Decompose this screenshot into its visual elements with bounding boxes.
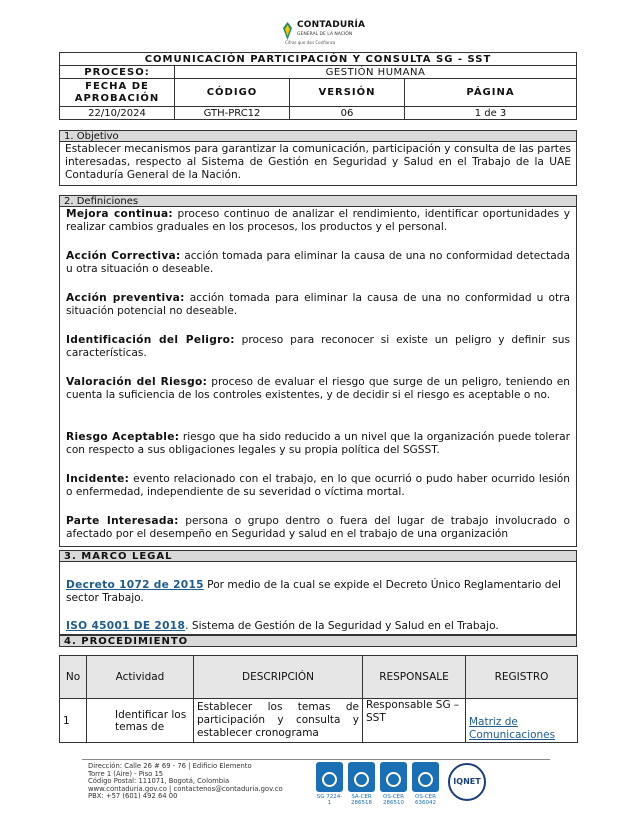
- icontec-icon: [348, 762, 375, 792]
- definition-item: [66, 250, 570, 276]
- column-header-activity: Actividad: [87, 656, 194, 699]
- column-header-responsible: RESPONSALE: [363, 656, 466, 699]
- icontec-icon: [412, 762, 439, 792]
- definitions-heading: 2. Definiciones: [59, 195, 577, 207]
- definition-item: [66, 292, 570, 318]
- objective-text: Establecer mecanismos para garantizar la comunicación, participación y consulta de las partes interesadas, respecto al Sistema de Gestión en Seguridad y Salud en el Trabajo de la UAE Contaduría General de la Nación.: [65, 143, 571, 181]
- definitions-section: [59, 207, 577, 547]
- definition-item: [66, 515, 570, 541]
- decree-1072-link[interactable]: Decreto 1072 de 2015: [66, 579, 204, 591]
- definition-term: Valoración del Riesgo:: [66, 376, 208, 388]
- legal-section: [59, 562, 577, 635]
- procedure-table: [59, 655, 578, 743]
- certification-badge: OS-CER 636042: [412, 762, 439, 812]
- definition-text: persona o grupo dentro o fuera del lugar de trabajo involucrado o afectado por el desempeño en Seguridad y salud en el trabajo de una organización: [66, 515, 570, 540]
- row-no: 1: [60, 699, 87, 743]
- definition-text: proceso de evaluar el riesgo que surge de un peligro, teniendo en cuenta la suficiencia de los controles existentes, y de decidir si el riesgo es aceptable o no.: [66, 376, 570, 401]
- legal-item-text: . Sistema de Gestión de la Seguridad y Salud en el Trabajo.: [185, 620, 499, 632]
- iqnet-logo: IQNET: [448, 763, 486, 801]
- definition-term: Incidente:: [66, 473, 130, 485]
- document-title: COMUNICACIÓN PARTICIPACIÓN Y CONSULTA SG - SST: [60, 53, 577, 66]
- definition-text: proceso para reconocer si existe un peligro y definir sus características.: [66, 334, 570, 359]
- definition-text: riesgo que ha sido reducido a un nivel que la organización puede tolerar con respecto a sus obligaciones legales y su propia política del SGSST.: [66, 431, 570, 456]
- document-header-table: [59, 52, 577, 120]
- logo-mark-icon: [283, 22, 292, 40]
- approval-date-value: 22/10/2024: [60, 107, 175, 120]
- table-row: [60, 699, 578, 743]
- row-responsible: Responsable SG – SST: [363, 699, 466, 743]
- code-label: CÓDIGO: [175, 79, 290, 107]
- definition-item: [66, 473, 570, 499]
- process-label: PROCESO:: [60, 66, 175, 79]
- definition-text: evento relacionado con el trabajo, en lo que ocurrió o pudo haber ocurrido lesión o enfermedad, independiente de su severidad o víctima mortal.: [66, 473, 570, 498]
- legal-item: [66, 579, 570, 605]
- version-label: VERSIÓN: [290, 79, 405, 107]
- certification-badge: SA-CER 286518: [348, 762, 375, 812]
- row-description: Establecer los temas de participación y consulta y establecer cronograma: [194, 699, 363, 743]
- footer-phone: PBX: +57 (601) 492 64 00: [88, 792, 178, 801]
- logo-tagline: Cifras que dan Confianza: [285, 40, 336, 45]
- definition-term: Riesgo Aceptable:: [66, 431, 180, 443]
- procedure-header-row: [60, 656, 578, 699]
- footer-tower: Torre 1 (Aire) - Piso 15: [88, 769, 164, 778]
- entity-logo: [283, 20, 366, 50]
- logo-title: CONTADURÍA: [297, 20, 366, 30]
- page-value: 1 de 3: [405, 107, 577, 120]
- definition-item: [66, 431, 570, 457]
- procedure-heading: 4. PROCEDIMIENTO: [59, 635, 577, 647]
- column-header-description: DESCRIPCIÓN: [194, 656, 363, 699]
- column-header-no: No: [60, 656, 87, 699]
- communications-matrix-link[interactable]: Matriz de Comunicaciones: [469, 716, 556, 741]
- column-header-record: REGISTRO: [466, 656, 578, 699]
- legal-heading: 3. MARCO LEGAL: [59, 550, 577, 562]
- objective-section: [59, 142, 577, 186]
- approval-date-label: FECHA DE APROBACIÓN: [60, 79, 175, 107]
- definition-text: acción tomada para eliminar la causa de una no conformidad detectada u otra situación o deseable.: [66, 250, 570, 275]
- code-value: GTH-PRC12: [175, 107, 290, 120]
- footer-divider: [82, 759, 550, 760]
- definition-term: Acción preventiva:: [66, 292, 185, 304]
- footer-address: Dirección: Calle 26 # 69 - 76 | Edificio Elemento: [88, 762, 252, 770]
- icontec-icon: [316, 762, 343, 792]
- definition-term: Parte Interesada:: [66, 515, 179, 527]
- definition-text: proceso continuo de analizar el rendimiento, identificar oportunidades y realizar cambios graduales en los procesos, los productos y el personal.: [66, 208, 570, 233]
- row-activity: Identificar los temas de: [87, 699, 194, 743]
- definition-text: acción tomada para eliminar la causa de una no conformidad u otra situación potencial no deseable.: [66, 292, 570, 317]
- icontec-icon: [380, 762, 407, 792]
- version-value: 06: [290, 107, 405, 120]
- process-value: GESTIÓN HUMANA: [175, 66, 577, 79]
- definition-item: [66, 334, 570, 360]
- legal-item-text: Por medio de la cual se expide el Decreto Único Reglamentario del sector Trabajo.: [66, 579, 561, 604]
- page-label: PÁGINA: [405, 79, 577, 107]
- legal-item: [66, 620, 570, 633]
- definition-term: Acción Correctiva:: [66, 250, 181, 262]
- footer-contact: [88, 763, 283, 801]
- objective-heading: 1. Objetivo: [59, 130, 577, 142]
- definition-term: Mejora continua:: [66, 208, 173, 220]
- certification-badge: SG 7224-1: [316, 762, 343, 812]
- iso-45001-link[interactable]: ISO 45001 DE 2018: [66, 620, 186, 632]
- footer-postal: Código Postal: 111071, Bogotá, Colombia: [88, 777, 230, 786]
- footer-web-email: www.contaduria.gov.co | contactenos@contaduria.gov.co: [88, 784, 283, 793]
- certification-badge: OS-CER 286510: [380, 762, 407, 812]
- definition-item: [66, 208, 570, 234]
- definition-item: [66, 376, 570, 402]
- definition-term: Identificación del Peligro:: [66, 334, 235, 346]
- logo-subtitle: GENERAL DE LA NACIÓN: [297, 32, 353, 37]
